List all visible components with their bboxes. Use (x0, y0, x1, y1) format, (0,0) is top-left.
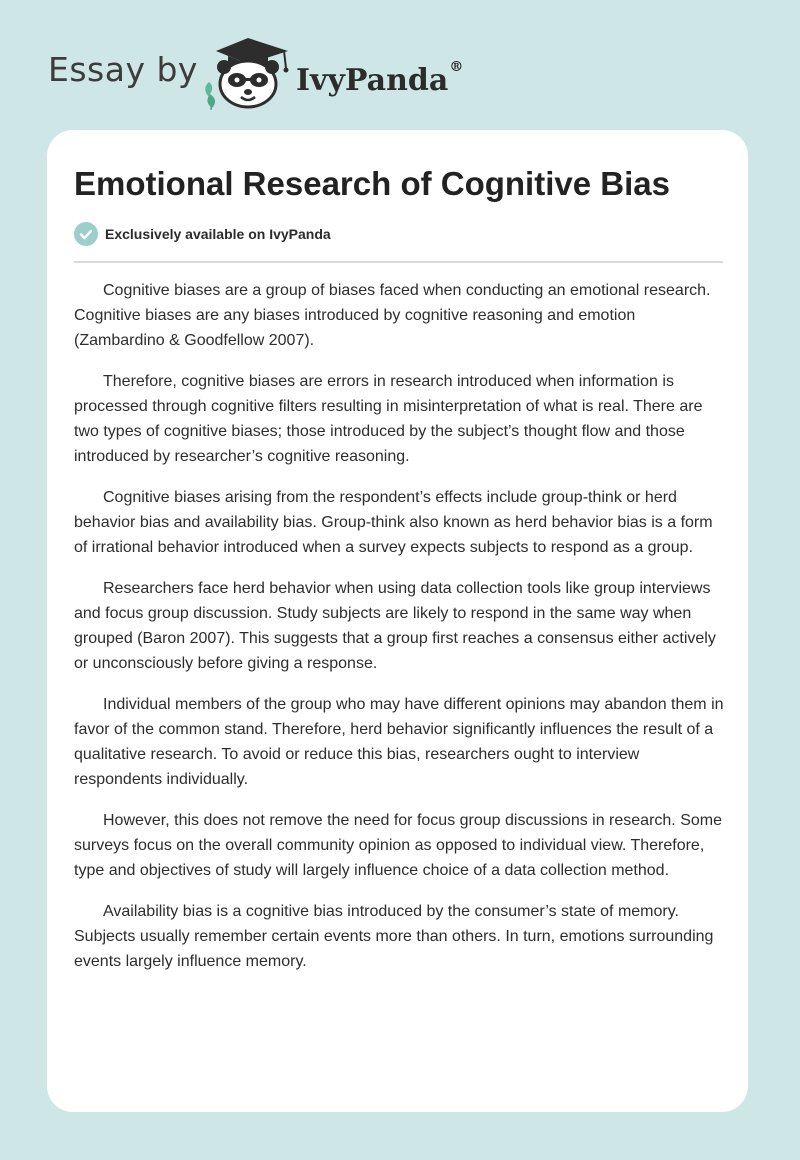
essay-card (47, 130, 748, 1112)
paragraph: Therefore, cognitive biases are errors in research introduced when information is processed through cognitive filters resulting in misinterpretation of what is real. There are two types of cognitive biases; those introduced by the subject’s thought flow and those introduced by researcher’s cognitive reasoning. (74, 373, 703, 465)
title-divider (74, 261, 723, 263)
essay-body (74, 278, 726, 990)
brand-wordmark[interactable] (296, 55, 463, 101)
paragraph: Cognitive biases arising from the respondent’s effects include group-think or herd behavior bias and availability bias. Group-think also known as herd behavior bias is a form of irrational behavior introduced when a survey expects subjects to respond as a group. (74, 489, 713, 556)
registered-mark: ® (449, 59, 464, 75)
paragraph: Availability bias is a cognitive bias introduced by the consumer’s state of memory. Subjects usually remember certain events more than others. In turn, emotions surrounding events largely influence memory. (74, 903, 714, 970)
essay-by-label: Essay by (48, 50, 198, 89)
site-header (0, 0, 800, 120)
paragraph: Cognitive biases are a group of biases faced when conducting an emotional research. Cognitive biases are any biases introduced by cognitive reasoning and emotion (Zambardino & Goodfellow 2007). (74, 282, 711, 349)
paragraph: Individual members of the group who may have different opinions may abandon them in favor of the common stand. Therefore, herd behavior significantly influences the result of a qualitative research. To avoid or reduce this bias, researchers ought to interview respondents individually. (74, 696, 724, 788)
page-title: Emotional Research of Cognitive Bias (74, 165, 670, 202)
exclusive-badge (74, 221, 331, 247)
exclusive-label: Exclusively available on IvyPanda (105, 226, 331, 242)
checkmark-circle-icon (74, 222, 98, 246)
paragraph: However, this does not remove the need for focus group discussions in research. Some surveys focus on the overall community opinion as opposed to individual view. Therefore, type and objectives of study will largely influence choice of a data collection method. (74, 812, 722, 879)
panda-graduate-logo-icon[interactable] (200, 34, 296, 110)
brand-name: IvyPanda (296, 63, 449, 98)
paragraph: Researchers face herd behavior when using data collection tools like group interviews and focus group discussion. Study subjects are likely to respond in the same way when grouped (Baron 2007). This suggests that a group first reaches a consensus either actively or unconsciously before giving a response. (74, 580, 716, 672)
